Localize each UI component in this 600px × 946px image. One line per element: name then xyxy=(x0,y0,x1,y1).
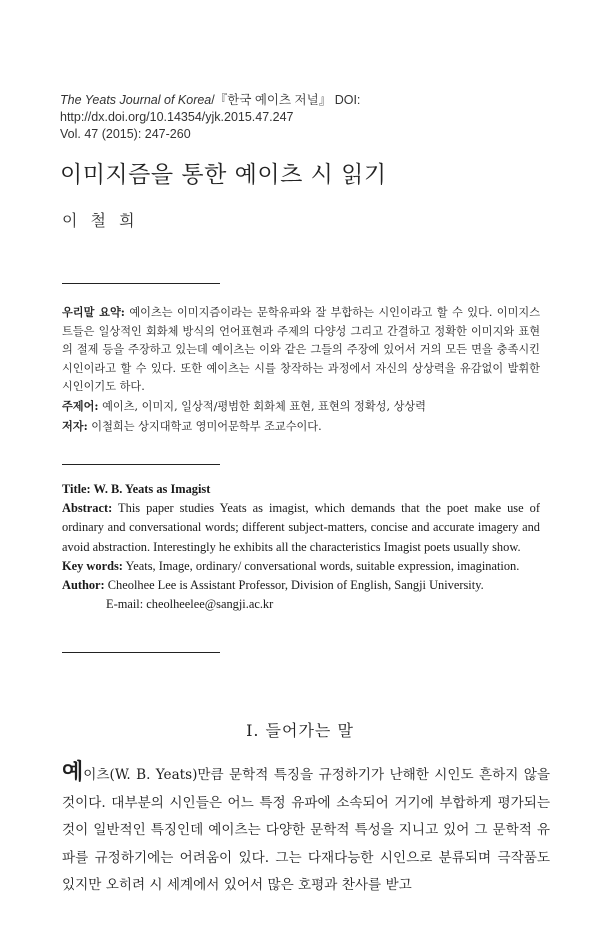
divider-rule xyxy=(62,283,220,284)
english-abstract-text: This paper studies Yeats as imagist, which demands that the poet make use of ordinary and conversational words; different subject-matters, concise and accurate imagery and avoid abstraction. Interestingly he exhibits all the characteristics Imagist poets usually show. xyxy=(62,501,540,554)
divider-rule xyxy=(62,652,220,653)
paper-author: 이 철 희 xyxy=(62,211,139,230)
english-title xyxy=(62,480,540,499)
journal-name-korean: /『한국 예이츠 저널』 xyxy=(211,93,332,107)
english-keywords-text: Yeats, Image, ordinary/ conversational words, suitable expression, imagination. xyxy=(122,558,520,573)
english-keywords xyxy=(62,557,540,576)
divider-rule xyxy=(62,464,220,465)
doi-link[interactable]: DOI: http://dx.doi.org/10.14354/yjk.2015.47.247 xyxy=(60,93,361,124)
english-title-text: W. B. Yeats as Imagist xyxy=(90,482,211,496)
journal-name: The Yeats Journal of Korea xyxy=(60,93,212,107)
english-keywords-label: Key words: xyxy=(62,558,123,573)
section-heading: I. 들어가는 말 xyxy=(246,721,354,740)
body-paragraph xyxy=(62,762,550,900)
korean-keywords-text: 예이츠, 이미지, 일상적/평범한 회화체 표현, 표현의 정확성, 상상력 xyxy=(98,399,426,413)
korean-summary-label: 우리말 요약: xyxy=(62,305,125,319)
paper-title: 이미지즘을 통한 예이츠 시 읽기 xyxy=(60,162,387,188)
english-author xyxy=(62,576,540,595)
korean-author-text: 이철희는 상지대학교 영미어문학부 조교수이다. xyxy=(87,419,322,433)
korean-keywords-label: 주제어: xyxy=(62,398,99,413)
english-abstract-label: Abstract: xyxy=(62,501,113,516)
korean-keywords xyxy=(62,397,540,417)
volume-info: Vol. 47 (2015): 247-260 xyxy=(60,127,191,141)
author-email[interactable]: E-mail: cheolheelee@sangji.ac.kr xyxy=(106,597,274,612)
korean-author-label: 저자: xyxy=(62,418,88,433)
english-title-label: Title: xyxy=(62,482,91,496)
drop-cap: 예 xyxy=(62,760,84,785)
body-text: 이츠(W. B. Yeats)만큼 문학적 특징을 규정하기가 난해한 시인도 흔하지 않을 것이다. 대부분의 시인들은 어느 특정 유파에 소속되어 거기에 부합하게 평가되는 것이 일반적인 특징인데 예이츠는 다양한 문학적 특성을 지니고 있어 그 문학적 유파를 규정하기에는 어려움이 있다. 그는 다재다능한 시인으로 분류되며 극작품도 있지만 오히려 시 세계에서 있어서 많은 호평과 찬사를 받고 xyxy=(62,767,550,893)
korean-author-note xyxy=(62,417,540,437)
english-author-label: Author: xyxy=(62,578,105,593)
korean-abstract xyxy=(62,303,540,436)
journal-header xyxy=(60,92,560,143)
korean-summary xyxy=(62,303,540,397)
korean-summary-text: 예이츠는 이미지즘이라는 문학유파와 잘 부합하는 시인이라고 할 수 있다. 이미지스트들은 일상적인 회화체 방식의 언어표현과 주제의 다양성 그리고 간결하고 정확한 이미지와 표현의 절제 등을 주장하고 있는데 예이츠는 이와 같은 그들의 주장에 있어서 거의 모든 면을 충족시킨 시인이라고 할 수 있다. 또한 예이츠는 시를 창작하는 과정에서 자신의 상상력을 유감없이 발휘한 시인이기도 하다. xyxy=(62,306,541,394)
english-abstract xyxy=(62,480,540,614)
english-abstract-body xyxy=(62,499,540,557)
english-author-text: Cheolhee Lee is Assistant Professor, Division of English, Sangji University. xyxy=(104,578,484,593)
